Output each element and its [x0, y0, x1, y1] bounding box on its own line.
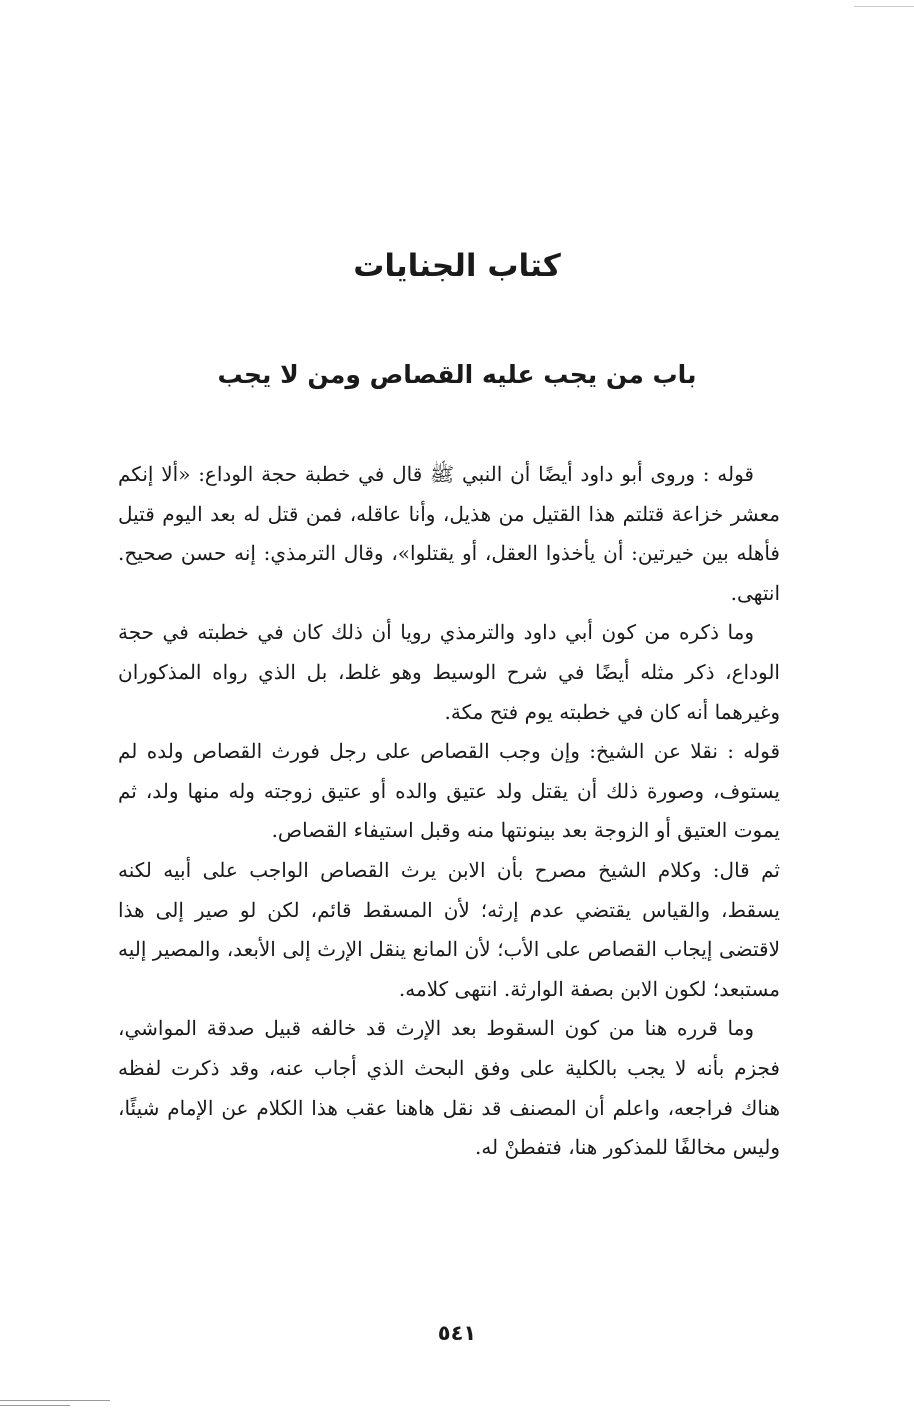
paragraph-1: قوله : وروى أبو داود أيضًا أن النبي ﷺ قال في خطبة حجة الوداع: «ألا إنكم معشر خزاعة قتلتم هذا القتيل من هذيل، وأنا عاقله، فمن قتل له بعد اليوم قتيل فأهله بين خيرتين: أن يأخذوا العقل، أو يقتلوا»، وقال الترمذي: إنه حسن صحيح. انتهى.	[118, 462, 780, 605]
bottom-scan-rule	[0, 1400, 110, 1401]
book-title: كتاب الجنايات	[353, 248, 561, 284]
paragraph-5: وما قرره هنا من كون السقوط بعد الإرث قد خالفه قبيل صدقة المواشي، فجزم بأنه لا يجب بالكلية على وفق البحث الذي أجاب عنه، وقد ذكرت لفظه هناك فراجعه، واعلم أن المصنف قد نقل هاهنا عقب هذا الكلام عن الإمام شيئًا، وليس مخالفًا للمذكور هنا، فتفطنْ له.	[118, 1016, 780, 1160]
paragraph-3: قوله : نقلا عن الشيخ: وإن وجب القصاص على رجل فورث القصاص ولده لم يستوف، وصورة ذلك أن يقتل ولد عتيق والده أو عتيق زوجته وله منها ولد، ثم يموت العتيق أو الزوجة بعد بينونتها منه وقبل استيفاء القصاص.	[118, 739, 781, 843]
bottom-scan-rule-2	[0, 1405, 70, 1406]
body-text	[118, 455, 780, 1168]
chapter-title: باب من يجب عليه القصاص ومن لا يجب	[217, 360, 697, 389]
paragraph-4: ثم قال: وكلام الشيخ مصرح بأن الابن يرث القصاص الواجب على أبيه لكنه يسقط، والقياس يقتضي عدم إرثه؛ لأن المسقط قائم، لكن لو صير إلى هذا لاقتضى إيجاب القصاص على الأب؛ لأن المانع ينقل الإرث إلى الأبعد، والمصير إليه مستبعد؛ لكون الابن بصفة الوارثة. انتهى كلامه.	[118, 857, 780, 1001]
paragraph-2: وما ذكره من كون أبي داود والترمذي رويا أن ذلك كان في خطبته في حجة الوداع، ذكر مثله أيضًا في شرح الوسيط وهو غلط، بل الذي رواه المذكوران وغيرهما أنه كان في خطبته يوم فتح مكة.	[118, 620, 780, 724]
top-scan-rule	[854, 6, 914, 7]
page-number: ٥٤١	[437, 1321, 477, 1345]
